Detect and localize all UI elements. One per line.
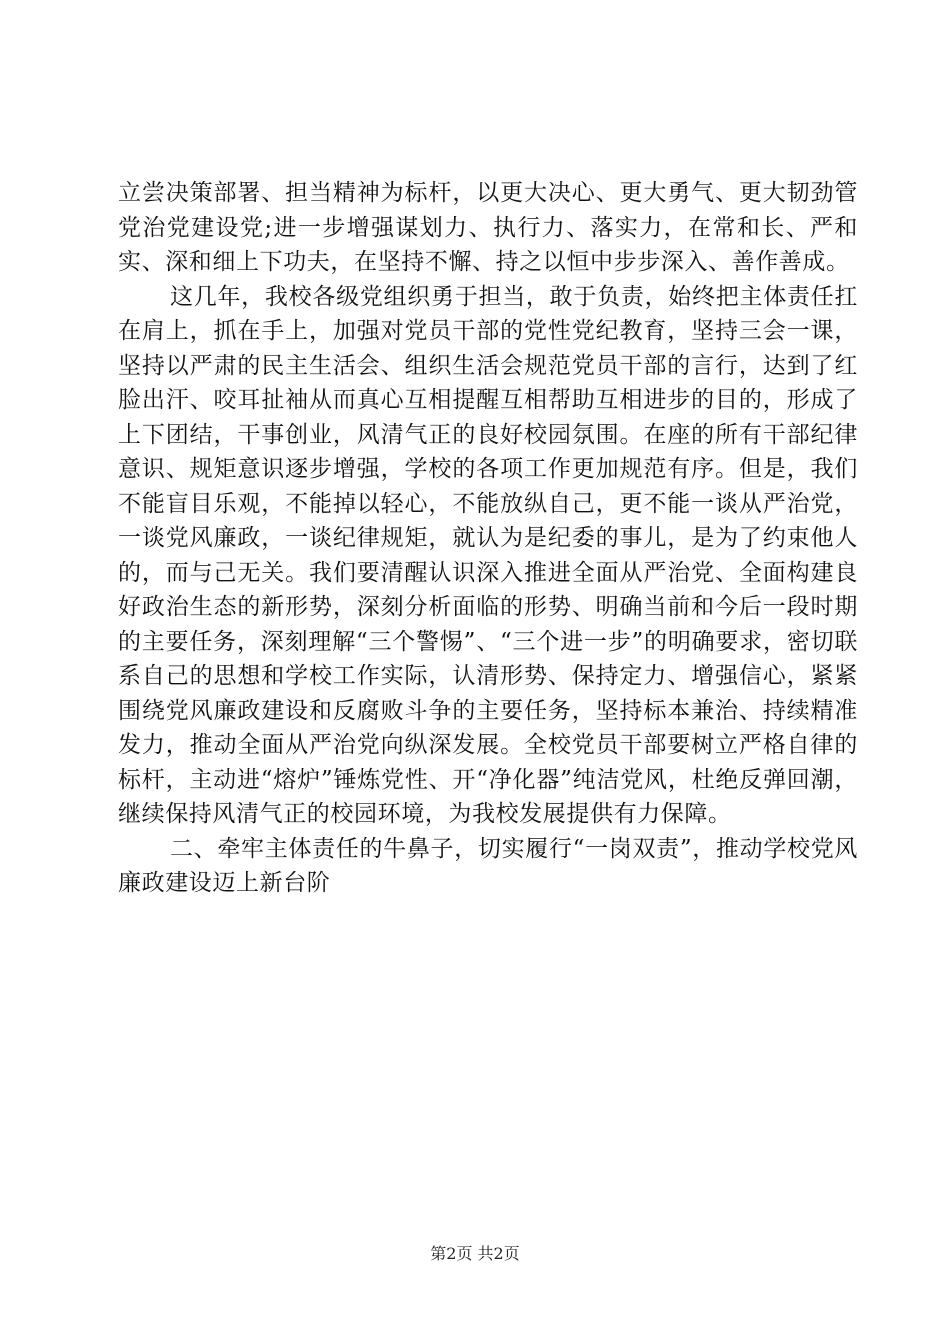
paragraph-continuation: 立尝决策部署、担当精神为标杆，以更大决心、更大勇气、更大韧劲管党治党建设党;进一步增强谋划力、执行力、落实力，在常和长、严和实、深和细上下功夫，在坚持不懈、持之以恒中步步深入、善作善成。 [118, 180, 858, 275]
document-body [118, 176, 858, 901]
section-heading-2: 二、牵牢主体责任的牛鼻子，切实履行“一岗双责”，推动学校党风廉政建设迈上新台阶 [118, 835, 858, 896]
paragraph-main: 这几年，我校各级党组织勇于担当，敢于负责，始终把主体责任扛在肩上，抓在手上，加强对党员干部的党性党纪教育，坚持三会一课，坚持以严肃的民主生活会、组织生活会规范党员干部的言行，达到了红脸出汗、咬耳扯袖从而真心互相提醒互相帮助互相进步的目的，形成了上下团结，干事创业，风清气正的良好校园氛围。在座的所有干部纪律意识、规矩意识逐步增强，学校的各项工作更加规范有序。但是，我们不能盲目乐观，不能掉以轻心，不能放纵自己，更不能一谈从严治党，一谈党风廉政，一谈纪律规矩，就认为是纪委的事儿，是为了约束他人的，而与己无关。我们要清醒认识深入推进全面从严治党、全面构建良好政治生态的新形势，深刻分析面临的形势、明确当前和今后一段时期的主要任务，深刻理解“三个警惕”、“三个进一步”的明确要求，密切联系自己的思想和学校工作实际，认清形势、保持定力、增强信心，紧紧围绕党风廉政建设和反腐败斗争的主要任务，坚持标本兼治、持续精准发力，推动全面从严治党向纵深发展。全校党员干部要树立严格自律的标杆，主动进“熔炉”锤炼党性、开“净化器”纯洁党风，杜绝反弹回潮，继续保持风清气正的校园环境，为我校发展提供有力保障。 [118, 283, 858, 827]
page-footer: 第2页 共2页 [430, 1244, 520, 1263]
